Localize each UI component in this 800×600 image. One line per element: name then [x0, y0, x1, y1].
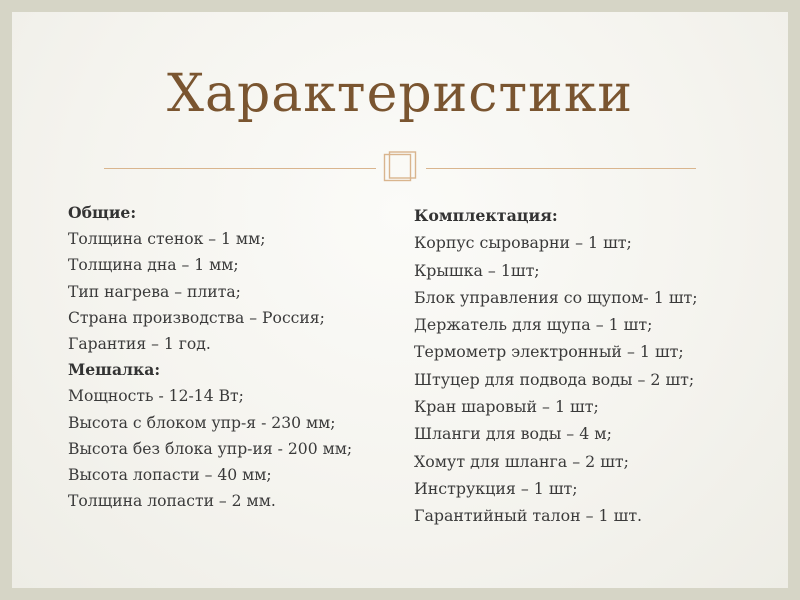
package-item: Шланги для воды – 4 м;	[414, 424, 612, 444]
slide-title: Характеристики	[166, 64, 633, 124]
package-item: Корпус сыроварни – 1 шт;	[414, 233, 632, 253]
package-item: Блок управления со щупом- 1 шт;	[414, 287, 698, 307]
package-heading: Комплектация:	[414, 206, 558, 225]
package-item: Хомут для шланга – 2 шт;	[414, 451, 629, 471]
divider-line-right	[426, 168, 696, 169]
mixer-item: Высота лопасти – 40 мм;	[68, 466, 272, 485]
package-item: Штуцер для подвода воды – 2 шт;	[414, 369, 695, 389]
package-item: Термометр электронный – 1 шт;	[414, 342, 684, 362]
mixer-item: Высота с блоком упр-я - 230 мм;	[68, 413, 336, 432]
ornament-square-icon	[380, 150, 420, 186]
package-item: Инструкция – 1 шт;	[414, 478, 578, 498]
package-contents-column	[414, 202, 698, 530]
general-heading: Общие:	[68, 203, 137, 222]
divider-line-left	[104, 168, 376, 169]
general-item: Тип нагрева – плита;	[68, 282, 241, 301]
package-item: Держатель для щупа – 1 шт;	[414, 315, 653, 335]
general-item: Толщина дна – 1 мм;	[68, 256, 239, 275]
package-item: Кран шаровый – 1 шт;	[414, 397, 599, 417]
mixer-item: Толщина лопасти – 2 мм.	[68, 492, 276, 511]
package-item: Гарантийный талон – 1 шт.	[414, 506, 643, 526]
general-specs-column	[68, 200, 352, 514]
package-item: Крышка – 1шт;	[414, 260, 540, 280]
general-item: Гарантия – 1 год.	[68, 335, 211, 354]
general-item: Толщина стенок – 1 мм;	[68, 230, 266, 249]
general-item: Страна производства – Россия;	[68, 308, 325, 327]
mixer-heading: Мешалка:	[68, 360, 161, 380]
mixer-item: Высота без блока упр-ия - 200 мм;	[68, 439, 353, 458]
mixer-item: Мощность - 12-14 Вт;	[68, 387, 244, 406]
